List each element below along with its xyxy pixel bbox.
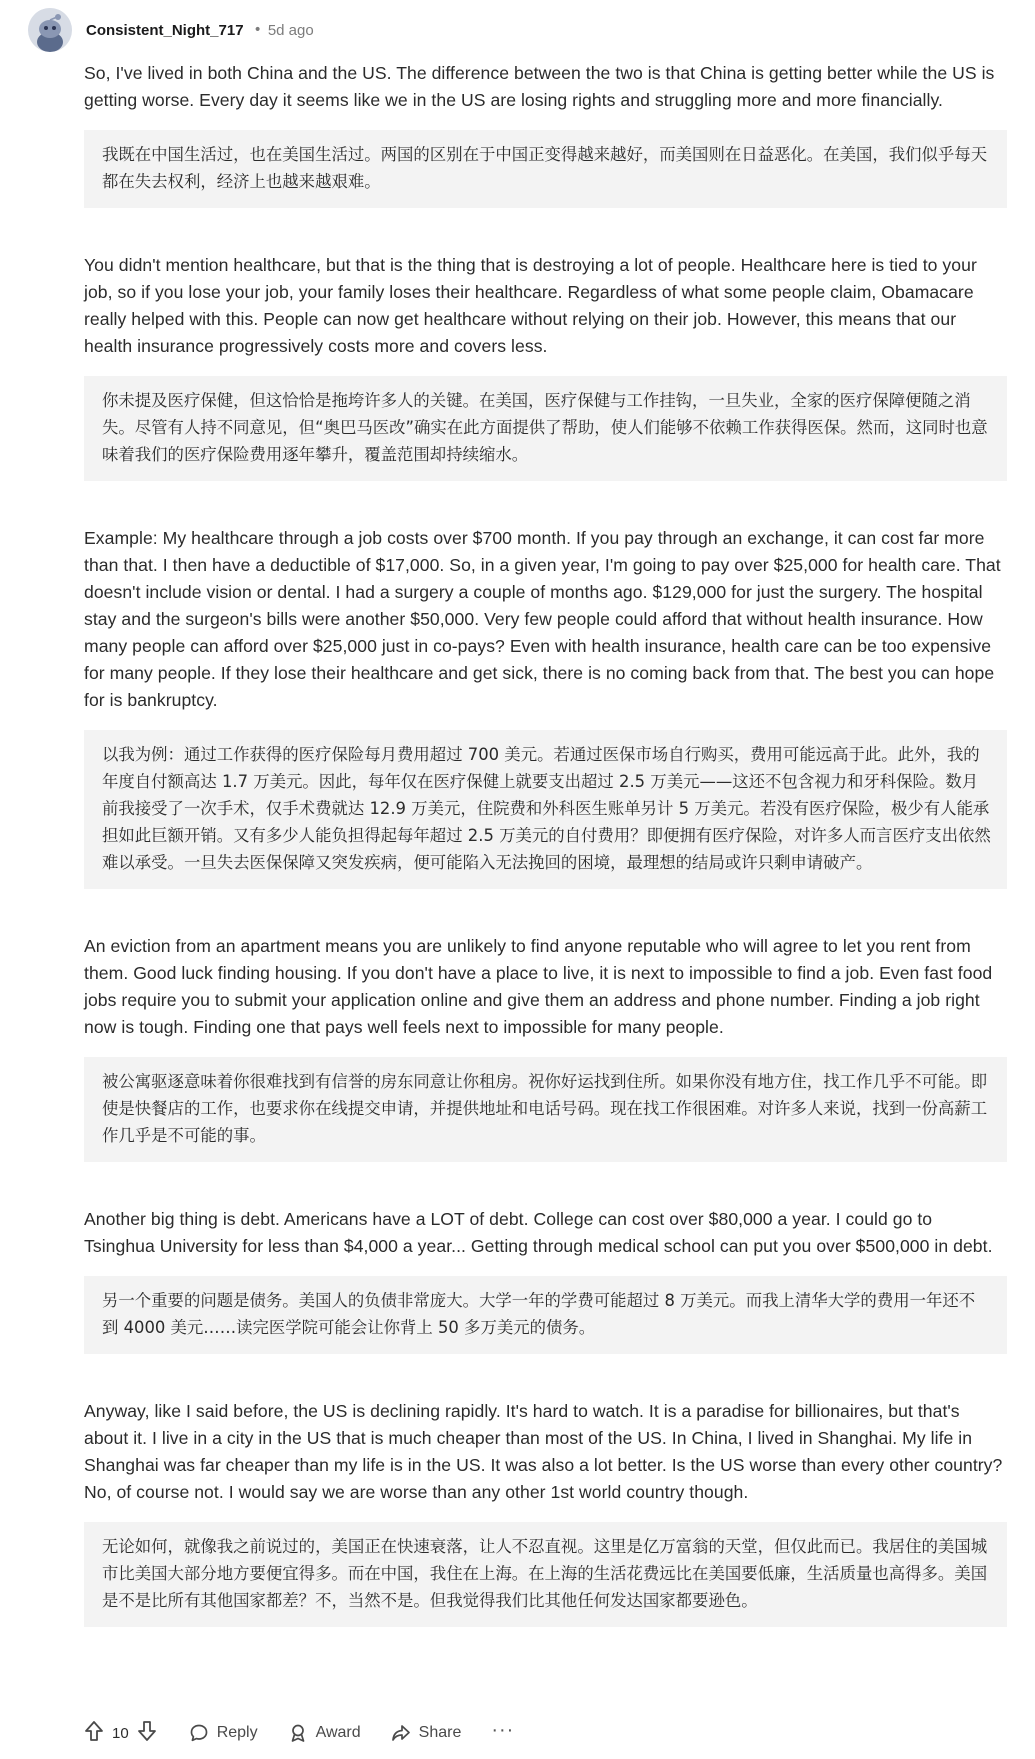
paragraph-en: Example: My healthcare through a job costs over $700 month. If you pay through an exchange, it can cost far more than that. I then have a deductible of $17,000. So, in a given year, I'm going to pay over $25,000 for health care. That doesn't include vision or dental. I had a surgery a couple of months ago. $129,000 for just the surgery. The hospital stay and the surgeon's bills were another $50,000. Very few people could afford that without health insurance. How many people can afford over $25,000 just in co-pays? Even with health insurance, health care can be too expensive for many people. If they lose their healthcare and get sick, there is no coming back from that. The best you can hope for is bankruptcy. bbox=[84, 528, 1001, 710]
separator-dot: • bbox=[253, 22, 262, 38]
share-button[interactable] bbox=[391, 1723, 462, 1743]
vote-count: 10 bbox=[112, 1724, 129, 1742]
vote-group bbox=[84, 1720, 157, 1747]
translation-block: 被公寓驱逐意味着你很难找到有信誉的房东同意让你租房。祝你好运找到住所。如果你没有地方住，找工作几乎不可能。即使是快餐店的工作，也要求你在线提交申请，并提供地址和电话号码。现在找工作很困难。对许多人来说，找到一份高薪工作几乎是不可能的事。 bbox=[84, 1057, 1007, 1162]
paragraph-en: An eviction from an apartment means you are unlikely to find anyone reputable who will agree to let you rent from them. Good luck finding housing. If you don't have a place to live, it is next to impossible to find a job. Even fast food jobs require you to submit your application online and give them an address and phone number. Finding a job right now is tough. Finding one that pays well feels next to impossible for many people. bbox=[84, 936, 993, 1037]
upvote-icon[interactable] bbox=[84, 1720, 104, 1747]
paragraph-en: Anyway, like I said before, the US is declining rapidly. It's hard to watch. It is a paradise for billionaires, but that's about it. I live in a city in the US that is much cheaper than most of the US. In China, I lived in Shanghai. My life in Shanghai was far cheaper than my life is in the US. It was also a lot better. Is the US worse than every other country? No, of course not. I would say we are worse than any other 1st world country though. bbox=[84, 1401, 1003, 1502]
translation-block: 你未提及医疗保健，但这恰恰是拖垮许多人的关键。在美国，医疗保健与工作挂钩，一旦失业，全家的医疗保障便随之消失。尽管有人持不同意见，但“奥巴马医改”确实在此方面提供了帮助，使人们能够不依赖工作获得医保。然而，这同时也意味着我们的医疗保险费用逐年攀升，覆盖范围却持续缩水。 bbox=[84, 376, 1007, 481]
translation-block: 另一个重要的问题是债务。美国人的负债非常庞大。大学一年的学费可能超过 8 万美元。而我上清华大学的费用一年还不到 4000 美元……读完医学院可能会让你背上 50 多万美元的债务。 bbox=[84, 1276, 1007, 1354]
paragraph-en: You didn't mention healthcare, but that is the thing that is destroying a lot of people. Healthcare here is tied to your job, so if you lose your job, your family loses their healthcare. Regardless of what some people claim, Obamacare really helped with this. People can now get healthcare without relying on their job. However, this means that our health insurance progressively costs more and covers less. bbox=[84, 255, 977, 356]
paragraph-en: So, I've lived in both China and the US. The difference between the two is that China is getting better while the US is getting worse. Every day it seems like we in the US are losing rights and struggling more and more financially. bbox=[84, 63, 995, 110]
paragraph-en: Another big thing is debt. Americans have a LOT of debt. College can cost over $80,000 a year. I could go to Tsinghua University for less than $4,000 a year... Getting through medical school can put you over $500,000 in debt. bbox=[84, 1209, 993, 1256]
timestamp[interactable]: 5d ago bbox=[267, 21, 314, 39]
snoo-avatar-icon bbox=[28, 8, 72, 52]
comment-header bbox=[28, 6, 314, 54]
translation-block: 无论如何，就像我之前说过的，美国正在快速衰落，让人不忍直视。这里是亿万富翁的天堂，但仅此而已。我居住的美国城市比美国大部分地方要便宜得多。而在中国，我住在上海。在上海的生活花费远比在美国要低廉，生活质量也高得多。美国是不是比所有其他国家都差？不，当然不是。但我觉得我们比其他任何发达国家都要逊色。 bbox=[84, 1522, 1007, 1627]
reply-bubble-icon bbox=[189, 1723, 209, 1743]
avatar[interactable] bbox=[28, 8, 72, 52]
share-label: Share bbox=[418, 1724, 462, 1741]
award-button[interactable] bbox=[288, 1723, 361, 1743]
more-options-button[interactable]: ··· bbox=[491, 1718, 515, 1741]
translation-block: 我既在中国生活过，也在美国生活过。两国的区别在于中国正变得越来越好，而美国则在日益恶化。在美国，我们似乎每天都在失去权利，经济上也越来越艰难。 bbox=[84, 130, 1007, 208]
translation-block: 以我为例：通过工作获得的医疗保险每月费用超过 700 美元。若通过医保市场自行购买，费用可能远高于此。此外，我的年度自付额高达 1.7 万美元。因此，每年仅在医疗保健上就要支出超过 2.5 万美元——这还不包含视力和牙科保险。数月前我接受了一次手术，仅手术费就达 12.9 万美元，住院费和外科医生账单另计 5 万美元。若没有医疗保险，极少有人能承担如此巨额开销。又有多少人能负担得起每年超过 2.5 万美元的自付费用？即便拥有医疗保险，对许多人而言医疗支出依然难以承受。一旦失去医保保障又突发疾病，便可能陷入无法挽回的困境，最理想的结局或许只剩申请破产。 bbox=[84, 730, 1007, 889]
award-label: Award bbox=[315, 1724, 361, 1741]
comment-body bbox=[84, 60, 1007, 1627]
username[interactable]: Consistent_Night_717 bbox=[86, 21, 244, 39]
share-arrow-icon bbox=[391, 1723, 411, 1743]
award-icon bbox=[288, 1723, 308, 1743]
comment-actions bbox=[84, 1715, 514, 1751]
downvote-icon[interactable] bbox=[137, 1720, 157, 1747]
reply-button[interactable] bbox=[189, 1723, 258, 1743]
reply-label: Reply bbox=[216, 1724, 258, 1741]
